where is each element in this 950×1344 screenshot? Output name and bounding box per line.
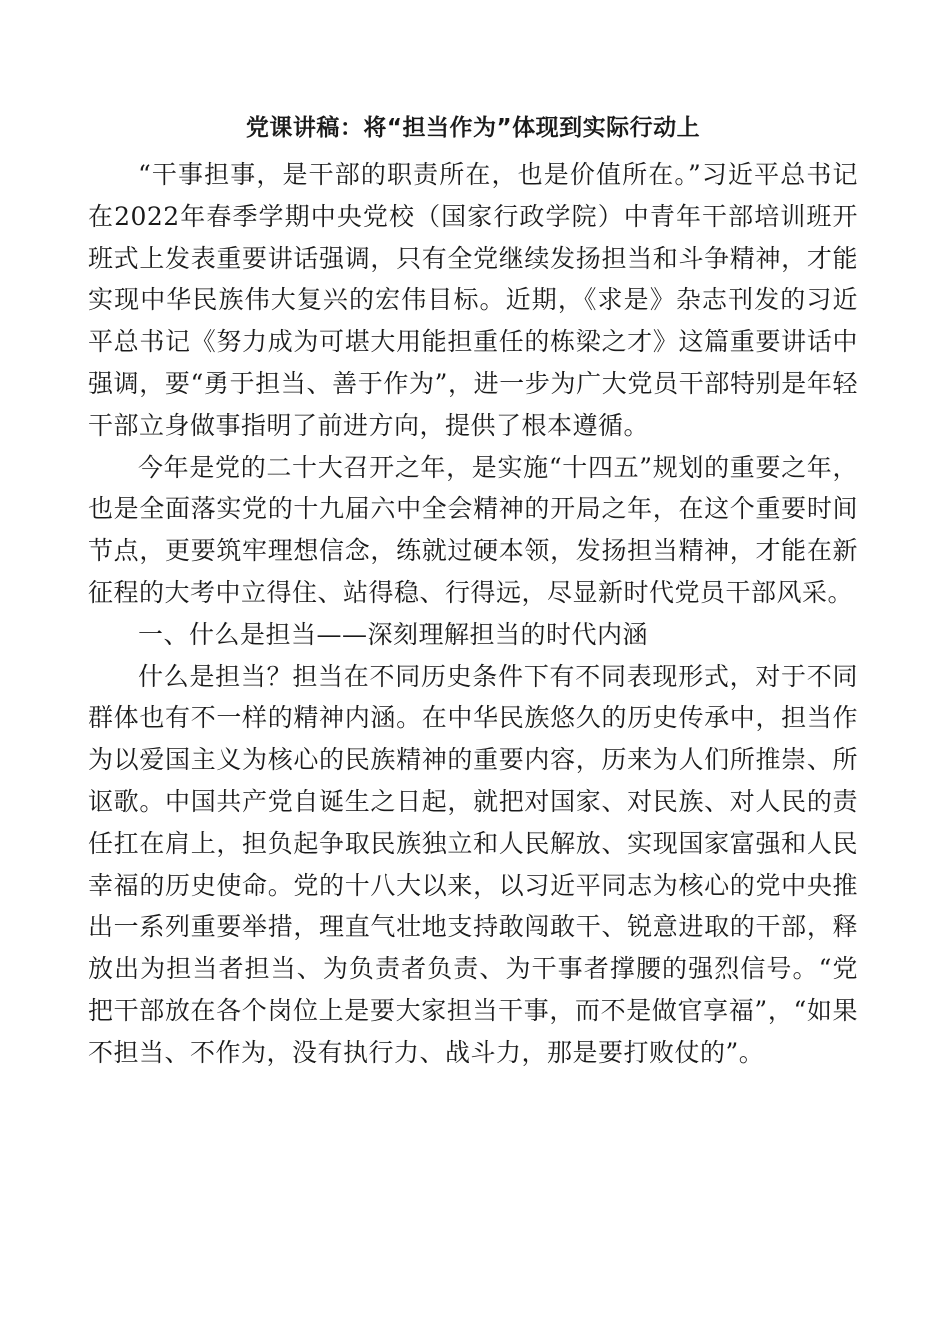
document-title: 党课讲稿：将“担当作为”体现到实际行动上 — [245, 115, 701, 141]
section-heading: 一、什么是担当——深刻理解担当的时代内涵 — [138, 619, 649, 649]
paragraph-context: 今年是党的二十大召开之年，是实施“十四五”规划的重要之年，也是全面落实党的十九届六中全会精神的开局之年，在这个重要时间节点，更要筑牢理想信念，练就过硬本领，发扬担当精神，才能在新征程的大考中立得住、站得稳、行得远，尽显新时代党员干部风采。 — [88, 452, 858, 607]
paragraph-section-body: 什么是担当？担当在不同历史条件下有不同表现形式，对于不同群体也有不一样的精神内涵。在中华民族悠久的历史传承中，担当作为以爱国主义为核心的民族精神的重要内容，历来为人们所推崇、所讴歌。中国共产党自诞生之日起，就把对国家、对民族、对人民的责任扛在肩上，担负起争取民族独立和人民解放、实现国家富强和人民幸福的历史使命。党的十八大以来，以习近平同志为核心的党中央推出一系列重要举措，理直气壮地支持敢闯敢干、锐意进取的干部，释放出为担当者担当、为负责者负责、为干事者撑腰的强烈信号。“党把干部放在各个岗位上是要大家担当干事，而不是做官享福”，“如果不担当、不作为，没有执行力、战斗力，那是要打败仗的”。 — [88, 661, 858, 1067]
paragraph-intro: “干事担事，是干部的职责所在，也是价值所在。”习近平总书记在2022年春季学期中央党校（国家行政学院）中青年干部培训班开班式上发表重要讲话强调，只有全党继续发扬担当和斗争精神，才能实现中华民族伟大复兴的宏伟目标。近期，《求是》杂志刊发的习近平总书记《努力成为可堪大用能担重任的栋梁之才》这篇重要讲话中强调，要“勇于担当、善于作为”，进一步为广大党员干部特别是年轻干部立身做事指明了前进方向，提供了根本遵循。 — [88, 160, 858, 440]
document-page — [88, 108, 858, 1074]
